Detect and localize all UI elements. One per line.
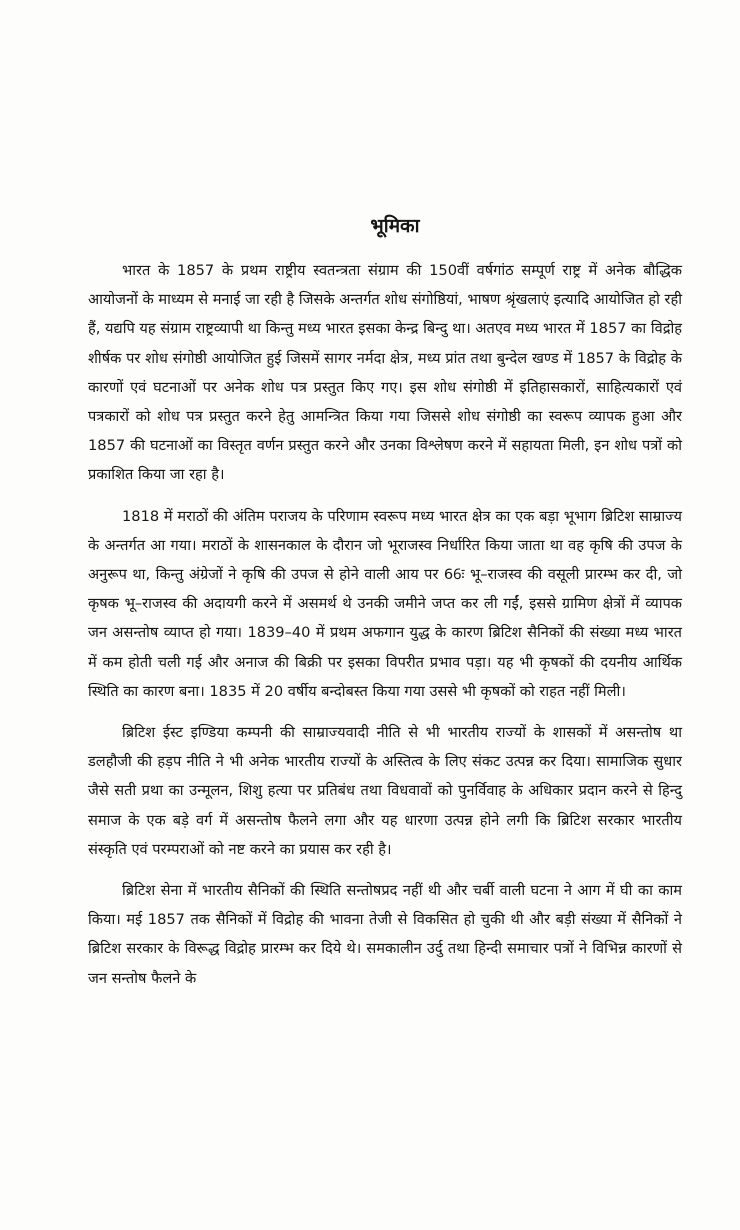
paragraph-4: ब्रिटिश सेना में भारतीय सैनिकों की स्थिति सन्तोषप्रद नहीं थी और चर्बी वाली घटना ने आग में घी का काम किया। मई 1857 तक सैनिकों में विद्रोह की भावना तेजी से विकसित हो चुकी थी और बड़ी संख्या में सैनिकों ने ब्रिटिश सरकार के विरूद्ध विद्रोह प्रारम्भ कर दिये थे। समकालीन उर्दु तथा हिन्दी समाचार पत्रों ने विभिन्न कारणों से जन सन्तोष फैलने के <box>88 882 682 987</box>
paragraph-2: 1818 में मराठों की अंतिम पराजय के परिणाम स्वरूप मध्य भारत क्षेत्र का एक बड़ा भूभाग ब्रिटिश साम्राज्य के अन्तर्गत आ गया। मराठों के शासनकाल के दौरान जो भूराजस्व निर्धारित किया जाता था वह कृषि की उपज के अनुरूप था, किन्तु अंग्रेजों ने कृषि की उपज से होने वाली आय पर 66ः भू–राजस्व की वसूली प्रारम्भ कर दी, जो कृषक भू–राजस्व की अदायगी करने में असमर्थ थे उनकी जमीने जप्त कर ली गईं, इससे ग्रामिण क्षेत्रों में व्यापक जन असन्तोष व्याप्त हो गया। 1839–40 में प्रथम अफगान युद्ध के कारण ब्रिटिश सैनिकों की संख्या मध्य भारत में कम होती चली गई और अनाज की बिक्री पर इसका विपरीत प्रभाव पड़ा। यह भी कृषकों की दयनीय आर्थिक स्थिति का कारण बना। 1835 में 20 वर्षीय बन्दोबस्त किया गया उससे भी कृषकों को राहत नहीं मिली। <box>88 507 682 700</box>
page-title: भूमिका <box>370 215 420 237</box>
page-content <box>88 212 682 1005</box>
paragraph-3: ब्रिटिश ईस्ट इण्डिया कम्पनी की साम्राज्यवादी नीति से भी भारतीय राज्यों के शासकों में असन्तोष था डलहौजी की हड़प नीति ने भी अनेक भारतीय राज्यों के अस्तित्व के लिए संकट उत्पन्न कर दिया। सामाजिक सुधार जैसे सती प्रथा का उन्मूलन, शिशु हत्या पर प्रतिबंध तथा विधवावों को पुनर्विवाह के अधिकार प्रदान करने से हिन्दु समाज के एक बड़े वर्ग में असन्तोष फैलने लगा और यह धारणा उत्पन्न होने लगी कि ब्रिटिश सरकार भारतीय संस्कृति एवं परम्पराओं को नष्ट करने का प्रयास कर रही है। <box>88 724 682 858</box>
paragraph-1: भारत के 1857 के प्रथम राष्ट्रीय स्वतन्त्रता संग्राम की 150वीं वर्षगांठ सम्पूर्ण राष्ट्र में अनेक बौद्धिक आयोजनों के माध्यम से मनाई जा रही है जिसके अन्तर्गत शोध संगोष्ठियां, भाषण श्रृंखलाएं इत्यादि आयोजित हो रही हैं, यद्यपि यह संग्राम राष्ट्रव्यापी था किन्तु मध्य भारत इसका केन्द्र बिन्दु था। अतएव मध्य भारत में 1857 का विद्रोह शीर्षक पर शोध संगोष्ठी आयोजित हुई जिसमें सागर नर्मदा क्षेत्र, मध्य प्रांत तथा बुन्देल खण्ड में 1857 के विद्रोह के कारणों एवं घटनाओं पर अनेक शोध पत्र प्रस्तुत किए गए। इस शोध संगोष्ठी में इतिहासकारों, साहित्यकारों एवं पत्रकारों को शोध पत्र प्रस्तुत करने हेतु आमन्त्रित किया गया जिससे शोध संगोष्ठी का स्वरूप व्यापक हुआ और 1857 की घटनाओं का विस्तृत वर्णन प्रस्तुत करने और उनका विश्लेषण करने में सहायता मिली, इन शोध पत्रों को प्रकाशित किया जा रहा है। <box>88 262 682 484</box>
